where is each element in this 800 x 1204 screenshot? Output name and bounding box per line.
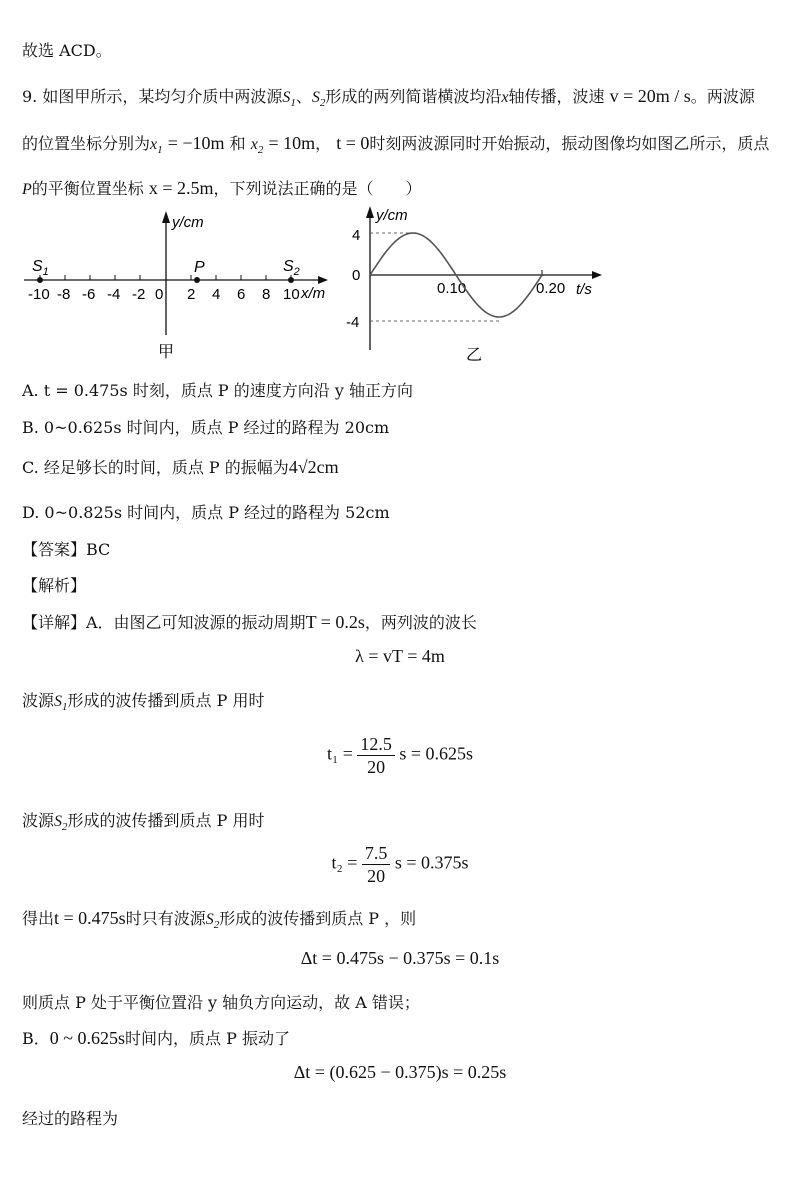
fig-jia-tick: 4	[212, 286, 221, 303]
conclusion-line	[22, 906, 416, 931]
s2-symbol: $S_2$	[54, 813, 68, 834]
fig-yi-tick-010: 0.10	[437, 280, 467, 297]
fig-yi-tick-020: 0.20	[536, 280, 566, 297]
fig-jia-tick: -8	[57, 286, 71, 303]
fig-yi-caption: 乙	[466, 347, 483, 364]
q-text: 形成的两列简谐横波均沿	[325, 87, 502, 106]
figure-jia	[18, 205, 348, 365]
s1-label: $S_1$	[32, 258, 49, 278]
answer: 【答案】BC	[22, 540, 111, 559]
q-text: 时刻两波源同时开始振动，振动图像均如图乙所示，质点	[369, 134, 770, 153]
dt1-equation: Δt = 0.475s − 0.375s = 0.1s	[300, 948, 500, 968]
question-line-2: 的位置坐标分别为$x_1 = -10m$ 和 $x_2 = 10m$， t = 0时刻两波源同时开始振动，振动图像均如图乙所示，质点	[22, 133, 770, 157]
detail-text: 波源	[22, 811, 55, 830]
fig-jia-tick: 0	[155, 286, 164, 303]
previous-answer: 故选 ACD。	[22, 41, 112, 60]
q-text: ，下列说法正确的是（ ）	[213, 179, 422, 198]
p-point	[194, 277, 200, 283]
question-line-3	[22, 176, 422, 199]
path-text: 经过的路程为	[22, 1109, 119, 1128]
t-expression: t = 0.475s	[54, 908, 126, 928]
t1-fraction	[357, 733, 395, 778]
detail-text: 【详解】A．由图乙可知波源的振动周期	[22, 613, 306, 632]
fig-jia-tick: 6	[237, 286, 246, 303]
dt2-equation: Δt = (0.625 − 0.375)s = 0.25s	[293, 1062, 507, 1082]
detail-text: 时只有波源	[125, 909, 206, 928]
detail-text: 波源	[22, 691, 55, 710]
x2-symbol: $x_2$	[250, 136, 264, 157]
option-c	[22, 455, 339, 478]
fig-jia-x-label: x/m	[301, 285, 326, 302]
q-text: 和	[229, 134, 246, 153]
detail-text: 时间内，质点 P 振动了	[125, 1029, 290, 1048]
fig-jia-tick: 10	[283, 286, 300, 303]
s2-symbol: $S_2$	[311, 89, 326, 110]
option-b: B. 0~0.625s 时间内，质点 P 经过的路程为 20cm	[22, 418, 390, 437]
option-c-text: C. 经足够长的时间，质点 P 的振幅为	[22, 458, 289, 477]
q-text: 的平衡位置坐标	[31, 179, 144, 198]
fig-yi-y-label: y/cm	[376, 207, 408, 224]
t2-lhs: t₂ =	[331, 852, 358, 873]
detail-text: 形成的波传播到质点 P 用时	[67, 811, 265, 830]
p-symbol: P	[22, 181, 32, 198]
option-a: A. t = 0.475s 时刻，质点 P 的速度方向沿 y 轴正方向	[22, 381, 413, 400]
x-symbol: x	[501, 89, 509, 106]
q-text: 的位置坐标分别为	[22, 134, 151, 153]
detail-text: ，两列波的波长	[364, 613, 477, 632]
t1-denominator: 20	[367, 757, 386, 777]
question-line-1: 9. 如图甲所示，某均匀介质中两波源$S_1$、$S_2$形成的两列简谐横波均沿x轴传播，波速 v = 20m / s。两波源	[22, 86, 755, 110]
p-label: P	[194, 259, 205, 276]
x1-expression: = −10m	[167, 133, 225, 153]
question-number: 9.	[22, 87, 38, 106]
xp-expression: x = 2.5m	[148, 178, 214, 198]
fig-jia-tick: 8	[262, 286, 271, 303]
q-text: 如图甲所示，某均匀介质中两波源	[42, 87, 283, 106]
s1-symbol: $S_1$	[54, 693, 68, 714]
fig-yi-tick-neg4: -4	[346, 314, 360, 331]
period-expression: T = 0.2s	[305, 612, 365, 632]
b-range: 0 ~ 0.625s	[49, 1028, 126, 1048]
fig-jia-y-label: y/cm	[172, 214, 204, 231]
x2-expression: = 10m	[268, 133, 316, 153]
detail-text: 形成的波传播到质点 P ，则	[219, 909, 417, 928]
option-c-value: 4√2cm	[288, 457, 339, 477]
speed-expression: v = 20m / s	[609, 86, 691, 106]
s2-symbol: $S_2$	[205, 911, 220, 932]
q-text: 轴传播，波速	[508, 87, 605, 106]
fig-jia-tick: -4	[107, 286, 121, 303]
a-conclusion: 则质点 P 处于平衡位置沿 y 轴负方向运动，故 A 错误；	[22, 993, 420, 1012]
fig-jia-tick: 2	[187, 286, 196, 303]
detail-line-1	[22, 610, 477, 633]
q-text: 两波源	[706, 87, 755, 106]
t2-fraction	[362, 842, 391, 887]
fig-yi-x-label: t/s	[576, 281, 592, 298]
fig-jia-caption: 甲	[158, 344, 175, 361]
x1-symbol: $x_1$	[150, 136, 163, 157]
s2-intro	[22, 808, 264, 833]
t2-numerator: 7.5	[362, 842, 391, 865]
t1-numerator: 12.5	[357, 733, 395, 756]
t1-equation	[0, 733, 800, 778]
b-line	[22, 1026, 290, 1049]
t2-equation	[0, 842, 800, 887]
t2-rhs: s = 0.375s	[394, 852, 469, 873]
detail-text: 得出	[22, 909, 55, 928]
fig-jia-tick: -2	[132, 286, 146, 303]
fig-yi-tick-4: 4	[352, 227, 361, 244]
fig-jia-tick: -6	[82, 286, 96, 303]
s1-intro	[22, 688, 264, 713]
t1-lhs: t₁ =	[326, 743, 353, 764]
fig-jia-tick: -10	[28, 286, 50, 303]
option-d: D. 0~0.825s 时间内，质点 P 经过的路程为 52cm	[22, 503, 390, 522]
analysis-heading: 【解析】	[22, 576, 87, 595]
detail-text: 形成的波传播到质点 P 用时	[67, 691, 265, 710]
detail-text: B．	[22, 1029, 50, 1048]
wavelength-equation: λ = vT = 4m	[355, 646, 445, 666]
s2-label: $S_2$	[283, 258, 300, 278]
figure-yi	[336, 200, 616, 370]
t0-expression: t = 0	[336, 133, 370, 153]
s1-symbol: $S_1$	[282, 89, 296, 110]
t2-denominator: 20	[367, 866, 386, 886]
t1-rhs: s = 0.625s	[399, 743, 474, 764]
fig-yi-tick-0: 0	[352, 267, 361, 284]
